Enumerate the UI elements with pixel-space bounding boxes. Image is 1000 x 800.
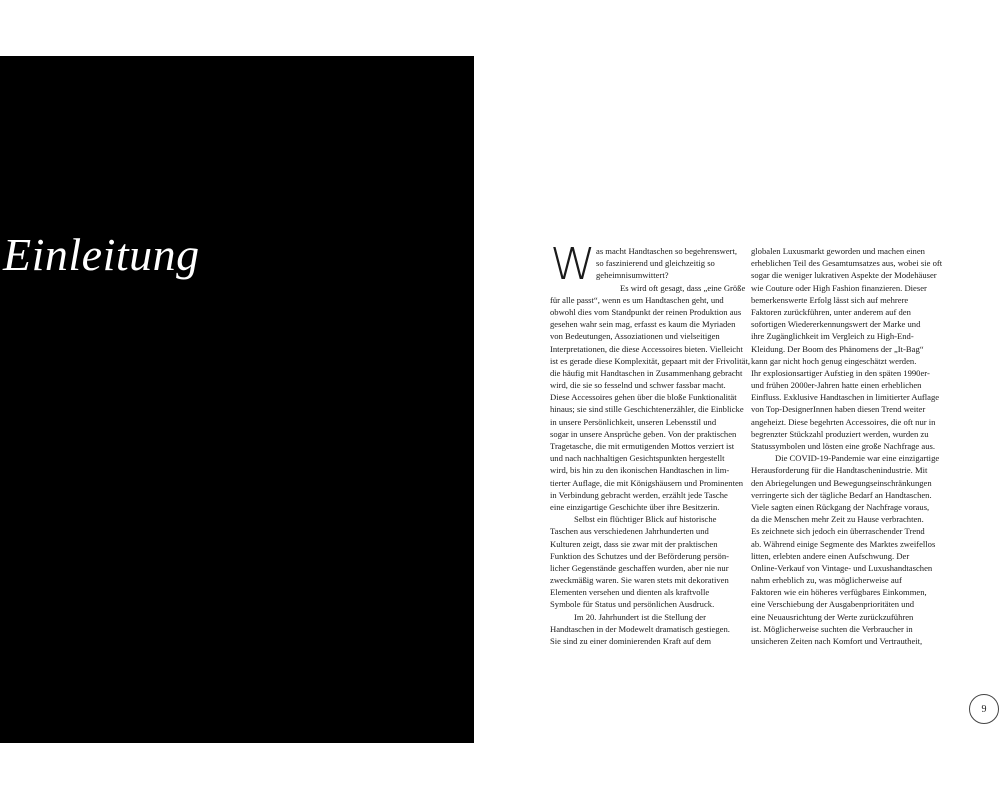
text-column-right <box>751 245 941 647</box>
text-line: obwohl dies vom Standpunkt der reinen Produktion aus <box>550 306 742 317</box>
text-line: sofortigen Wiedererkennungswert der Marke und <box>751 319 921 330</box>
text-line: Taschen aus verschiedenen Jahrhunderten und <box>550 526 709 537</box>
text-line: Im 20. Jahrhundert ist die Stellung der <box>574 611 706 622</box>
text-line: sogar in unsere Ansprüche geben. Von der praktischen <box>550 428 737 439</box>
text-line: angeheizt. Diese begehrten Accessoires, die oft nur in <box>751 416 936 427</box>
text-line: Online-Verkauf von Vintage- und Luxushandtaschen <box>751 562 933 573</box>
text-line: Diese Accessoires gehen über die bloße Funktionalität <box>550 392 737 403</box>
text-column-left <box>550 239 750 647</box>
text-line: Einfluss. Exklusive Handtaschen in limitierter Auflage <box>751 392 940 403</box>
text-line: den Abriegelungen und Bewegungseinschränkungen <box>751 477 932 488</box>
text-line: Es zeichnete sich jedoch ein überraschender Trend <box>751 526 925 537</box>
chapter-title: Einleitung <box>3 229 200 280</box>
text-line: erheblichen Teil des Gesamtumsatzes aus, wobei sie oft <box>751 258 943 269</box>
drop-cap: W <box>550 239 596 290</box>
text-line: litten, erlebten andere einen Aufschwung. Der <box>751 550 910 561</box>
chapter-title-panel <box>0 56 474 743</box>
text-line: Sie sind zu einer dominierenden Kraft auf dem <box>550 636 712 646</box>
text-line: Faktoren wie ein höheres verfügbares Einkommen, <box>751 587 927 598</box>
text-line: wird, bis hin zu den ikonischen Handtaschen in lim- <box>550 465 730 476</box>
page-number: 9 <box>969 694 999 724</box>
text-line: Die COVID-19-Pandemie war eine einzigartige <box>775 453 940 464</box>
text-line: Kulturen zeigt, dass sie zwar mit der praktischen <box>550 538 718 549</box>
text-line: Viele sagten einen Rückgang der Nachfrage voraus, <box>751 501 930 512</box>
text-line: Interpretationen, die diese Accessoires bieten. Vielleicht <box>550 343 743 354</box>
text-line: und frühen 2000er-Jahren hatte einen erheblichen <box>751 380 922 391</box>
text-line: eine einzigartige Geschichte über ihre Besitzerin. <box>550 501 720 512</box>
text-line: unsicheren Zeiten nach Komfort und Vertrautheit, <box>751 636 923 646</box>
text-line: da die Menschen mehr Zeit zu Hause verbrachten. <box>751 514 924 525</box>
text-line: verringerte sich der tägliche Bedarf an Handtaschen. <box>751 489 932 500</box>
text-line: Faktoren zurückführen, unter anderem auf den <box>751 306 911 317</box>
text-line: Kleidung. Der Boom des Phänomens der „It-Bag“ <box>751 343 924 354</box>
text-line: kann gar nicht hoch genug eingeschätzt werden. <box>751 355 917 366</box>
text-line: so faszinierend und gleichzeitig so <box>596 258 715 269</box>
text-line: hinaus; sie sind stille Geschichtenerzähler, die Einblicke <box>550 404 744 415</box>
text-line: die häufig mit Handtaschen in Zusammenhang gebracht <box>550 367 743 378</box>
text-line: ist es gerade diese Komplexität, gepaart mit der Frivolität, <box>550 355 750 366</box>
text-line: zweckmäßig waren. Sie waren stets mit dekorativen <box>550 575 729 586</box>
text-line: ist. Möglicherweise suchten die Verbraucher in <box>751 623 913 634</box>
text-line: sogar die weniger lukrativen Aspekte der Modehäuser <box>751 270 937 281</box>
text-line: licher Gegenstände geschaffen wurden, aber nie nur <box>550 562 729 573</box>
text-line: globalen Luxusmarkt geworden und machen einen <box>751 246 925 256</box>
text-line: Statussymbolen und lösten eine große Nachfrage aus. <box>751 441 936 451</box>
text-line: von Top-DesignerInnen haben diesen Trend weiter <box>751 404 926 415</box>
text-line: ab. Während einige Segmente des Marktes zweifellos <box>751 538 936 549</box>
text-line: Tragetasche, die mit ermutigenden Mottos verziert ist <box>550 441 735 451</box>
text-line: nahm erheblich zu, was möglicherweise auf <box>751 575 902 586</box>
text-line: Es wird oft gesagt, dass „eine Größe <box>620 282 746 293</box>
text-line: und nach nachhaltigen Gesichtspunkten hergestellt <box>550 453 725 464</box>
text-line: für alle passt“, wenn es um Handtaschen geht, und <box>550 294 724 305</box>
text-line: Ihr explosionsartiger Aufstieg in den späten 1990er- <box>751 367 930 378</box>
text-line: in Verbindung gebracht werden, erzählt jede Tasche <box>550 489 728 500</box>
text-line: wird, die sie so fesselnd und schwer fassbar macht. <box>550 380 726 391</box>
text-line: bemerkenswerte Erfolg lässt sich auf mehrere <box>751 294 909 305</box>
text-line: Symbole für Status und persönlichen Ausdruck. <box>550 599 715 610</box>
text-line: as macht Handtaschen so begehrenswert, <box>596 246 738 256</box>
text-line: wie Couture oder High Fashion finanzieren. Dieser <box>751 282 927 293</box>
text-line: von Bedeutungen, Assoziationen und vielseitigen <box>550 331 720 342</box>
text-line: eine Verschiebung der Ausgabenprioritäten und <box>751 599 915 610</box>
text-line: tierter Auflage, die mit Königshäusern und Prominenten <box>550 477 744 488</box>
text-line: eine Neuausrichtung der Werte zurückzuführen <box>751 611 914 622</box>
text-line: begrenzter Stückzahl produziert werden, wurden zu <box>751 428 929 439</box>
text-line: gesehen wahr sein mag, erfasst es kaum die Myriaden <box>550 319 736 330</box>
text-line: Elementen versehen und dienten als kraftvolle <box>550 587 710 598</box>
text-line: geheimnisumwittert? <box>596 270 669 281</box>
text-line: ihre Zugänglichkeit im Vergleich zu High-End- <box>751 331 914 342</box>
text-line: in unsere Persönlichkeit, unseren Lebensstil und <box>550 416 717 427</box>
text-line: Herausforderung für die Handtaschenindustrie. Mit <box>751 465 928 476</box>
text-line: Funktion des Schutzes und der Beförderung persön- <box>550 550 730 561</box>
text-line: Handtaschen in der Modewelt dramatisch gestiegen. <box>550 623 730 634</box>
text-line: Selbst ein flüchtiger Blick auf historische <box>574 514 717 525</box>
